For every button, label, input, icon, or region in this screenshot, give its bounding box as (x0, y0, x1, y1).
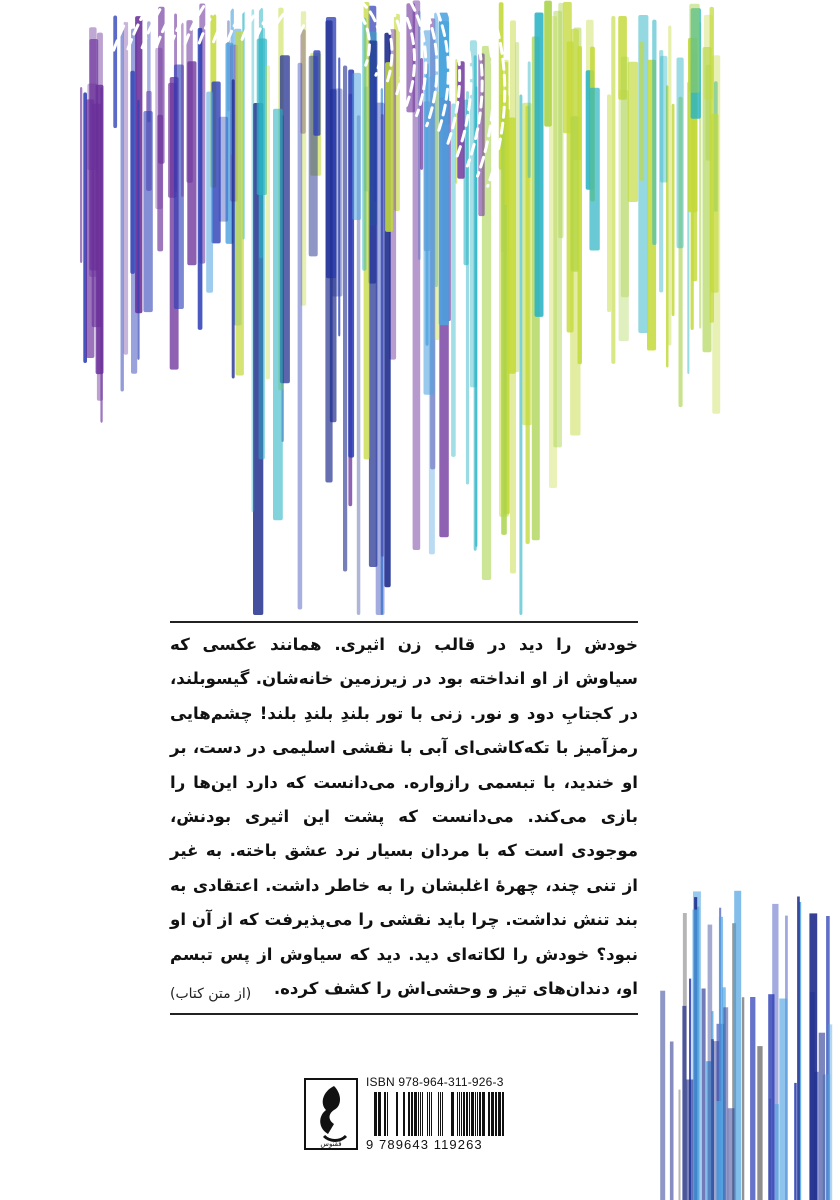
back-cover-blurb: خودش را دید در قالب زن اثیری. همانند عکسی که سیاوش از او انداخته بود در زیرزمین خانه‌شان. گیسوبلند، در کجتابِ دود و نور. زنی با تور بلندِ بلندِ بلند! چشم‌هایی رمزآمیز با تکه‌کاشی‌ای آبی با نقشی اسلیمی در دست، بر او خندید، با تبسمی رازواره. می‌دانست که دارد این‌ها را بازی می‌کند. می‌دانست که پشت این اثیری بودنش، موجودی است که با مردان بسیار نرد عشق باخته. به غیر از تنی چند، چهرهٔ اغلبشان را به خاطر داشت. اعتقادی به بند تنش نداشت. چرا باید نقشی را می‌پذیرفت که از آن او نبود؟ خودش را لکاته‌ای دید. دید که سیاوش از پس تبسم او، دندان‌های تیز و وحشی‌اش را کشف کرده. (170, 635, 638, 999)
divider-top (170, 621, 638, 623)
barcode-icon (366, 1092, 506, 1136)
divider-bottom (170, 1013, 638, 1015)
barcode-digits: 9 789643 119263 (366, 1137, 483, 1152)
publisher-logo-icon (304, 1078, 358, 1150)
cover-art-bottom (640, 890, 840, 1200)
source-note: (از متن کتاب) (170, 986, 252, 1002)
publisher-logo-text: ققنوس (320, 1140, 342, 1148)
isbn-label: ISBN 978-964-311-926-3 (366, 1075, 504, 1089)
